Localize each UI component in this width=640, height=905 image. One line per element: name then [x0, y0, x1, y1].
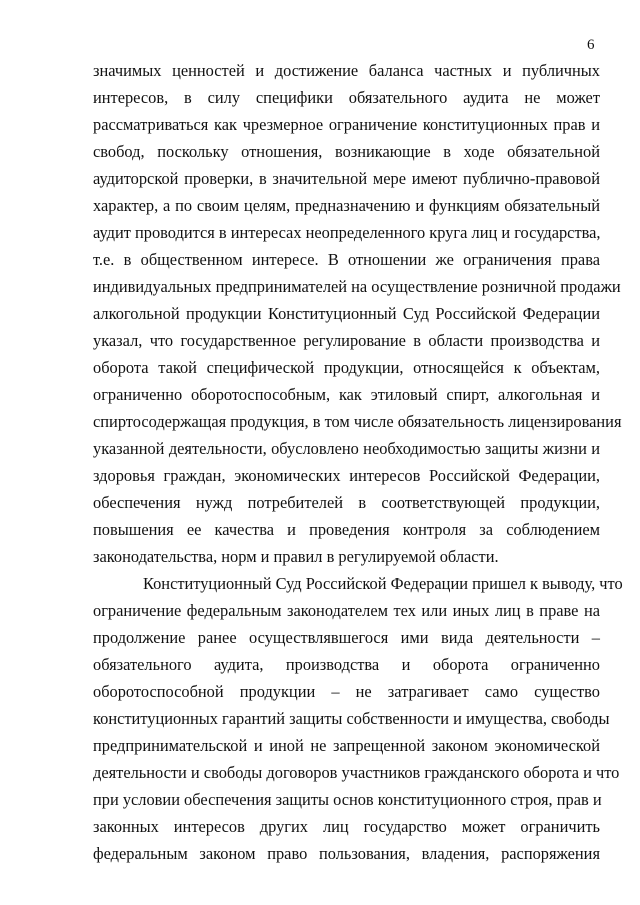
text-line: индивидуальных предпринимателей на осуществление розничной продажи	[93, 277, 621, 296]
text-line: законных интересов других лиц государство может ограничить	[93, 817, 600, 836]
text-line: аудит проводится в интересах неопределенного круга лиц и государства,	[93, 223, 601, 242]
text-line: т.е. в общественном интересе. В отношении же ограничения права	[93, 250, 600, 269]
text-line: спиртосодержащая продукция, в том числе обязательность лицензирования	[93, 412, 622, 431]
text-line: конституционных гарантий защиты собственности и имущества, свободы	[93, 709, 610, 728]
text-line: деятельности и свободы договоров участников гражданского оборота и что	[93, 763, 620, 782]
text-line: интересов, в силу специфики обязательного аудита не может	[93, 88, 600, 107]
text-line: указал, что государственное регулирование в области производства и	[93, 331, 600, 350]
text-line: федеральным законом право пользования, владения, распоряжения	[93, 844, 600, 863]
text-line: предпринимательской и иной не запрещенной законом экономической	[93, 736, 600, 755]
text-line: повышения ее качества и проведения контроля за соблюдением	[93, 520, 600, 539]
page-number: 6	[587, 37, 595, 53]
text-line: Конституционный Суд Российской Федерации пришел к выводу, что	[143, 574, 623, 593]
text-line: оборотоспособной продукции – не затрагивает само существо	[93, 682, 600, 701]
text-line: указанной деятельности, обусловлено необходимостью защиты жизни и	[93, 439, 600, 458]
text-line: свобод, поскольку отношения, возникающие в ходе обязательной	[93, 142, 600, 161]
text-line: обязательного аудита, производства и оборота ограниченно	[93, 655, 600, 674]
text-line: законодательства, норм и правил в регулируемой области.	[93, 547, 499, 566]
text-line: обеспечения нужд потребителей в соответствующей продукции,	[93, 493, 600, 512]
text-line: ограниченно оборотоспособным, как этиловый спирт, алкогольная и	[93, 385, 600, 404]
text-line: рассматриваться как чрезмерное ограничение конституционных прав и	[93, 115, 600, 134]
text-line: продолжение ранее осуществлявшегося ими вида деятельности –	[93, 628, 600, 647]
text-line: алкогольной продукции Конституционный Суд Российской Федерации	[93, 304, 600, 323]
text-line: характер, а по своим целям, предназначению и функциям обязательный	[93, 196, 600, 215]
text-line: аудиторской проверки, в значительной мере имеют публично-правовой	[93, 169, 600, 188]
text-line: здоровья граждан, экономических интересов Российской Федерации,	[93, 466, 600, 485]
text-line: оборота такой специфической продукции, относящейся к объектам,	[93, 358, 600, 377]
text-line: при условии обеспечения защиты основ конституционного строя, прав и	[93, 790, 602, 809]
text-line: ограничение федеральным законодателем тех или иных лиц в праве на	[93, 601, 600, 620]
text-line: значимых ценностей и достижение баланса частных и публичных	[93, 61, 600, 80]
